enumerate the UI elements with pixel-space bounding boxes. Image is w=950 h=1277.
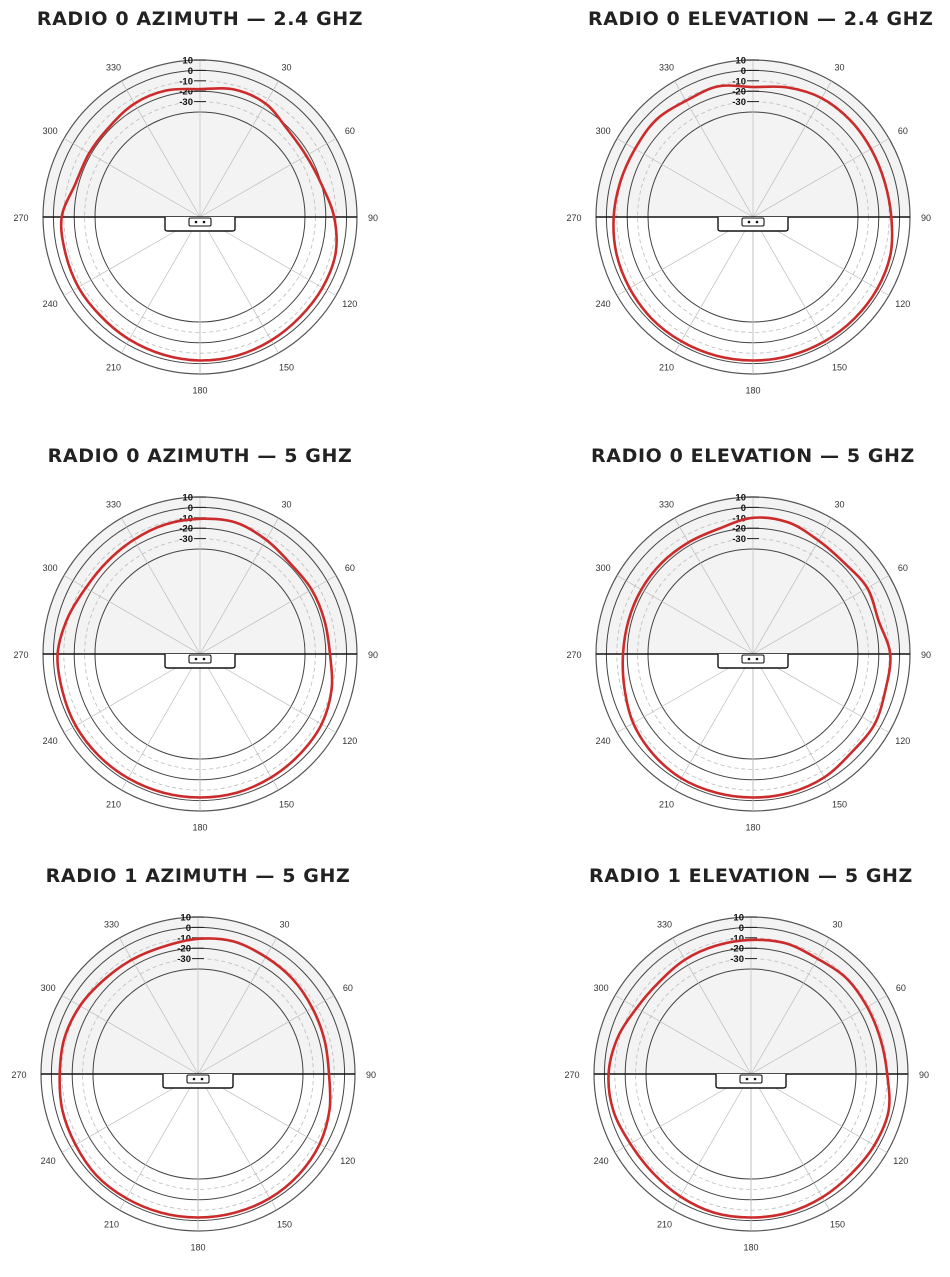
- chart-panel-radio0-azimuth-5: [13, 437, 379, 857]
- angle-label: 30: [834, 499, 845, 510]
- angle-label: 210: [658, 362, 675, 373]
- device-port: [189, 655, 211, 663]
- chart-title: RADIO 0 AZIMUTH — 5 GHZ: [47, 445, 353, 467]
- radial-tick-label: -10: [179, 76, 193, 88]
- angle-label: 240: [593, 1156, 609, 1166]
- device-port: [742, 218, 764, 226]
- device-port: [740, 1075, 762, 1083]
- device-port: [189, 218, 211, 226]
- radial-tick-label: -10: [179, 513, 193, 525]
- angle-label: 180: [745, 385, 761, 396]
- angle-label: 60: [342, 983, 353, 993]
- radial-tick-label: -30: [177, 954, 191, 966]
- radial-tick-label: -10: [732, 76, 746, 88]
- angle-label: 240: [42, 736, 58, 746]
- access-point-icon: [165, 654, 235, 668]
- grid-spoke: [753, 217, 832, 353]
- angle-label: 240: [42, 299, 58, 309]
- angle-label: 330: [658, 499, 675, 510]
- radial-tick-label: -30: [179, 97, 193, 109]
- polar-chart: [13, 50, 379, 410]
- angle-label: 210: [656, 1219, 673, 1230]
- angle-label: 180: [190, 1242, 206, 1253]
- angle-label: 300: [595, 126, 611, 136]
- grid-spoke: [120, 1074, 199, 1210]
- radial-tick-label: -10: [730, 933, 744, 945]
- radial-tick-label: -10: [177, 933, 191, 945]
- polar-chart: [564, 907, 930, 1267]
- angle-label: 90: [920, 650, 932, 660]
- radial-tick-label: -30: [732, 97, 746, 109]
- angle-label: 120: [342, 299, 358, 309]
- angle-label: 210: [658, 799, 675, 810]
- angle-label: 150: [829, 1219, 846, 1230]
- angle-label: 180: [192, 822, 208, 833]
- access-point-icon: [716, 1074, 786, 1088]
- radial-tick-label: 0: [185, 922, 191, 934]
- angle-label: 180: [743, 1242, 759, 1253]
- angle-label: 30: [834, 62, 845, 73]
- grid-spoke: [753, 654, 832, 790]
- radial-tick-label: 0: [740, 502, 746, 514]
- chart-panel-radio1-elevation-5: [564, 857, 930, 1277]
- radial-tick-label: 10: [735, 492, 746, 504]
- polar-chart: [13, 487, 379, 847]
- chart-title: RADIO 0 ELEVATION — 2.4 GHZ: [588, 8, 934, 30]
- angle-label: 90: [920, 213, 932, 223]
- angle-label: 270: [566, 213, 582, 223]
- radial-tick-label: -20: [732, 86, 746, 98]
- radial-tick-label: -20: [177, 943, 191, 955]
- angle-label: 120: [340, 1156, 356, 1166]
- angle-label: 150: [831, 362, 848, 373]
- angle-label: 240: [40, 1156, 56, 1166]
- chart-panel-radio0-azimuth-24: [13, 0, 379, 420]
- polar-chart: [566, 487, 932, 847]
- access-point-icon: [718, 217, 788, 231]
- angle-label: 330: [656, 919, 673, 930]
- angle-label: 30: [279, 919, 290, 930]
- angle-label: 30: [281, 499, 292, 510]
- angle-label: 150: [278, 362, 295, 373]
- angle-label: 210: [105, 799, 122, 810]
- access-point-icon: [163, 1074, 233, 1088]
- device-led: [756, 221, 759, 224]
- angle-label: 300: [595, 563, 611, 573]
- angle-label: 270: [566, 650, 582, 660]
- angle-label: 330: [105, 499, 122, 510]
- angle-label: 210: [105, 362, 122, 373]
- angle-label: 210: [103, 1219, 120, 1230]
- device-led: [754, 1078, 757, 1081]
- device-led: [193, 1078, 196, 1081]
- grid-spoke: [675, 217, 754, 353]
- radial-tick-label: 0: [740, 65, 746, 77]
- device-led: [748, 221, 751, 224]
- angle-label: 270: [13, 213, 29, 223]
- angle-label: 60: [344, 563, 355, 573]
- chart-title: RADIO 0 AZIMUTH — 2.4 GHZ: [36, 8, 364, 30]
- angle-label: 150: [276, 1219, 293, 1230]
- device-led: [203, 221, 206, 224]
- chart-title: RADIO 0 ELEVATION — 5 GHZ: [591, 445, 915, 467]
- radial-tick-label: 10: [735, 55, 746, 67]
- device-led: [756, 658, 759, 661]
- angle-label: 330: [103, 919, 120, 930]
- radial-tick-label: 0: [738, 922, 744, 934]
- radial-tick-label: 10: [182, 55, 193, 67]
- radial-tick-label: -30: [732, 534, 746, 546]
- angle-label: 90: [367, 213, 379, 223]
- access-point-icon: [718, 654, 788, 668]
- angle-label: 120: [895, 299, 911, 309]
- grid-spoke: [675, 654, 754, 790]
- radial-tick-label: -10: [732, 513, 746, 525]
- polar-chart: [566, 50, 932, 410]
- device-led: [195, 221, 198, 224]
- radial-tick-label: 10: [733, 912, 744, 924]
- grid-spoke: [751, 1074, 830, 1210]
- angle-label: 330: [105, 62, 122, 73]
- device-led: [746, 1078, 749, 1081]
- radial-tick-label: 0: [187, 65, 193, 77]
- radial-tick-label: 10: [180, 912, 191, 924]
- chart-panel-radio0-elevation-24: [566, 0, 934, 420]
- angle-label: 60: [344, 126, 355, 136]
- angle-label: 90: [365, 1070, 377, 1080]
- radial-tick-label: -20: [730, 943, 744, 955]
- angle-label: 270: [13, 650, 29, 660]
- chart-panel-radio0-elevation-5: [566, 437, 932, 857]
- device-port: [742, 655, 764, 663]
- angle-label: 60: [897, 126, 908, 136]
- chart-panel-radio1-azimuth-5: [11, 857, 377, 1277]
- angle-label: 30: [832, 919, 843, 930]
- angle-label: 180: [745, 822, 761, 833]
- angle-label: 90: [367, 650, 379, 660]
- radial-tick-label: -20: [179, 523, 193, 535]
- radial-tick-label: -30: [730, 954, 744, 966]
- grid-spoke: [198, 1074, 277, 1210]
- device-led: [748, 658, 751, 661]
- radial-tick-label: -20: [732, 523, 746, 535]
- angle-label: 90: [918, 1070, 930, 1080]
- angle-label: 180: [192, 385, 208, 396]
- radial-tick-label: 10: [182, 492, 193, 504]
- angle-label: 240: [595, 299, 611, 309]
- grid-spoke: [200, 654, 279, 790]
- angle-label: 270: [564, 1070, 580, 1080]
- device-led: [201, 1078, 204, 1081]
- grid-spoke: [122, 217, 201, 353]
- angle-label: 150: [278, 799, 295, 810]
- device-led: [203, 658, 206, 661]
- chart-title: RADIO 1 ELEVATION — 5 GHZ: [589, 865, 913, 887]
- angle-label: 30: [281, 62, 292, 73]
- radial-tick-label: 0: [187, 502, 193, 514]
- angle-label: 60: [895, 983, 906, 993]
- angle-label: 150: [831, 799, 848, 810]
- angle-label: 240: [595, 736, 611, 746]
- polar-chart: [11, 907, 377, 1267]
- chart-title: RADIO 1 AZIMUTH — 5 GHZ: [45, 865, 351, 887]
- angle-label: 300: [42, 126, 58, 136]
- access-point-icon: [165, 217, 235, 231]
- device-port: [187, 1075, 209, 1083]
- angle-label: 300: [42, 563, 58, 573]
- device-led: [195, 658, 198, 661]
- grid-spoke: [122, 654, 201, 790]
- grid-spoke: [200, 217, 279, 353]
- angle-label: 270: [11, 1070, 27, 1080]
- angle-label: 120: [342, 736, 358, 746]
- radial-tick-label: -30: [179, 534, 193, 546]
- radial-tick-label: -20: [179, 86, 193, 98]
- angle-label: 120: [895, 736, 911, 746]
- angle-label: 120: [893, 1156, 909, 1166]
- grid-spoke: [673, 1074, 752, 1210]
- angle-label: 300: [593, 983, 609, 993]
- angle-label: 330: [658, 62, 675, 73]
- angle-label: 300: [40, 983, 56, 993]
- angle-label: 60: [897, 563, 908, 573]
